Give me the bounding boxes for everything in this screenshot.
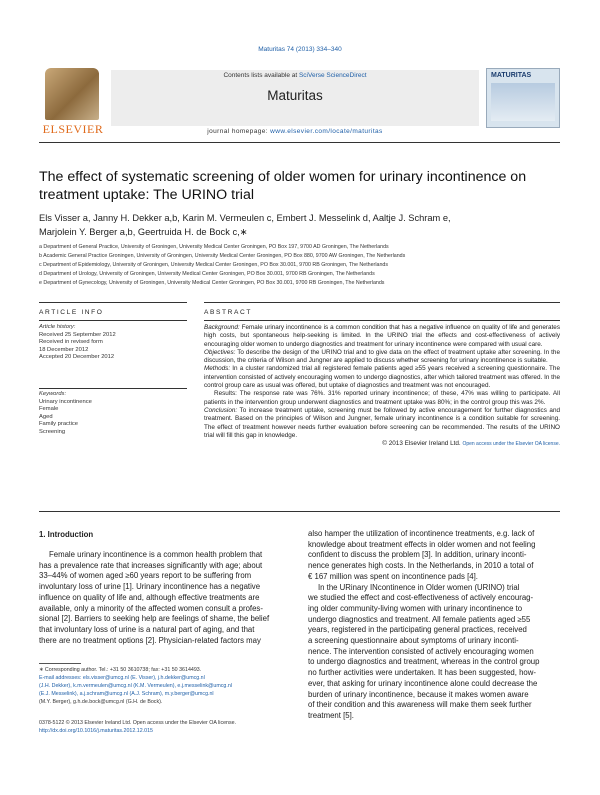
intro-right-column	[308, 529, 560, 722]
article-info-rule	[39, 302, 187, 303]
elsevier-logo	[39, 68, 107, 138]
text-line: Female urinary incontinence is a common health problem that	[49, 550, 263, 559]
journal-reference[interactable]: Maturitas 74 (2013) 334–340	[258, 46, 342, 53]
cover-artwork	[491, 83, 555, 121]
text-line: of their condition and this awareness will make them seek further	[308, 700, 532, 710]
text-line: available, only a minority of the affected women consult a profes-	[39, 603, 263, 613]
section-heading-introduction: 1. Introduction	[39, 530, 94, 539]
footnote-rule	[39, 663, 81, 664]
article-info-heading: ARTICLE INFO	[39, 309, 104, 316]
text-line: that involuntary loss of urine is a natural part of aging, and that	[39, 624, 255, 634]
issn-copyright: 0378-5122 © 2013 Elsevier Ireland Ltd. Open access under the Elsevier OA license.	[39, 720, 237, 726]
abstract-conclusion	[204, 407, 560, 440]
text-line: treatment [5].	[308, 710, 354, 720]
header-rule	[39, 142, 560, 143]
affiliation: c Department of Epidemiology, University of Groningen, University Medical Center Groningen, PO Box 30.001, 9700 RB Groningen, The Netherlands	[39, 262, 388, 268]
sciencedirect-link[interactable]: SciVerse ScienceDirect	[298, 72, 367, 79]
oa-license-link[interactable]: Open access under the Elsevier OA license.	[462, 441, 560, 448]
text-line: nence. The intervention consisted of actively encouraging women	[308, 646, 534, 656]
copyright-text: © 2013 Elsevier Ireland Ltd.	[382, 440, 463, 448]
text-line: undergo diagnostics and treatment. All female patients aged ≥55	[308, 614, 531, 624]
objectives-label: Objectives:	[204, 348, 236, 356]
homepage-link[interactable]: www.elsevier.com/locate/maturitas	[270, 128, 383, 135]
text-line: nence generates high costs. In the Netherlands, in 2010 a total of	[308, 561, 534, 571]
text-line: sional [2]. Barriers to seeking help are feelings of shame, the belief	[39, 614, 270, 624]
keyword: Urinary incontinence	[39, 398, 92, 405]
journal-cover-image	[486, 68, 560, 128]
email-addresses[interactable]: (J.H. Dekker), k.m.vermeulen@umcg.nl (K.M. Vermeulen), e.j.messelink@umcg.nl	[39, 683, 232, 689]
history-label: Article history:	[39, 324, 76, 330]
history-line: Received in revised form	[39, 339, 103, 346]
affiliation: e Department of Gynecology, University of Groningen, University Medical Center Groningen, PO Box 30.001, 9700 RB Groningen, The Netherlands	[39, 280, 385, 286]
article-info-subrule	[39, 320, 187, 321]
text-line: there are no treatment options [2]. Physician-related factors may	[39, 635, 261, 645]
keyword: Screening	[39, 428, 66, 435]
corresponding-author-note: ∗ Corresponding author. Tel.: +31 50 3610738; fax: +31 50 3614493.	[39, 667, 202, 673]
background-label: Background:	[204, 324, 240, 331]
objectives-text: To describe the design of the URINO trial and to give data on the effect of treatment uptake after screening. In the discussion, the criteria of Wilson and Jungner are applied to discuss whether screening for urinary incontinence is suitable.	[204, 348, 560, 365]
abstract-copyright	[204, 440, 560, 448]
keywords-label: Keywords:	[39, 391, 67, 397]
history-line: Accepted 20 December 2012	[39, 354, 115, 361]
text-line: knowledge about treatment effects in older women and not feeling	[308, 539, 536, 549]
keyword: Aged	[39, 413, 53, 420]
text-line: ing older community-living women with urinary incontinence to	[308, 603, 523, 613]
journal-homepage	[111, 128, 479, 135]
text-line: involuntary loss of urine [1]. Urinary incontinence has a negative	[39, 582, 261, 592]
abstract-body	[204, 324, 560, 448]
conclusion-label: Conclusion:	[204, 406, 238, 414]
history-line: 18 December 2012	[39, 346, 89, 353]
text-line: a screening questionnaire about symptoms of urinary inconti-	[308, 636, 519, 646]
text-line: confident to discuss the problem [3]. In addition, urinary inconti-	[308, 550, 527, 560]
conclusion-text: To increase treatment uptake, screening must be followed by active encouragement for further diagnostics and treatment. Based on the principles of Wilson and Jungner, female urinary incontinence is a condition suitable for screening. The effect of treatment however needs further evaluation before screening can be recommended. The results of the URINO trial will fill this gap in knowledge.	[204, 406, 560, 439]
text-line: has a prevalence rate that increases significantly with age; about	[39, 560, 263, 570]
tree-emblem-icon	[45, 68, 99, 120]
text-line: In the URinary INcontinence in Older women (URINO) trial	[318, 582, 520, 592]
article-history	[39, 324, 189, 362]
email-addresses[interactable]: (E.J. Messelink), a.j.schram@umcg.nl (A.J. Schram), m.y.berger@umcg.nl	[39, 691, 214, 697]
keywords-list	[39, 391, 189, 437]
text-line: we studied the effect and cost-effectiveness of actively encourag-	[308, 593, 534, 603]
text-line: no further activities were undertaken. It has been suggested, how-	[308, 668, 536, 678]
keywords-rule	[39, 388, 187, 389]
methods-label: Methods:	[204, 365, 231, 373]
history-line: Received 25 September 2012	[39, 331, 116, 338]
text-line: years, registered in the participating general practices, received	[308, 625, 527, 635]
text-line: burden of urinary incontinence, because it makes women aware	[308, 689, 529, 699]
abstract-methods	[204, 365, 560, 390]
article-title: The effect of systematic screening of older women for urinary incontinence on treatment uptake: The URINO trial	[39, 169, 527, 203]
text-line: ever, that asking for urinary incontinence alone could decrease the	[308, 678, 538, 688]
abstract-rule	[204, 302, 560, 303]
contents-prefix: Contents lists available at	[223, 72, 299, 79]
email-addresses: (M.Y. Berger), g.h.de.bock@umcg.nl (G.H. de Bock).	[39, 699, 163, 705]
abstract-end-rule	[39, 511, 560, 512]
abstract-subrule	[204, 320, 560, 321]
authors-line-2: Marjolein Y. Berger a,b, Geertruida H. de Bock c,∗	[39, 226, 248, 237]
publisher-wordmark: ELSEVIER	[42, 122, 104, 136]
text-line: influence on quality of life and, although effective treatments are	[39, 592, 260, 602]
text-line: to undergo diagnostics and treatment, whereas in the control group	[308, 657, 540, 667]
text-line: 33–44% of women aged ≥60 years report to be suffering from	[39, 571, 252, 581]
affiliation: b Academic General Practice Groningen, University of Groningen, University Medical Center Groningen, PO Box 880, 9700 AW Groningen, The Netherlands	[39, 253, 406, 259]
journal-title: Maturitas	[267, 88, 323, 103]
affiliation: d Department of Urology, University of Groningen, University Medical Center Groningen, PO Box 30.001, 9700 RB Groningen, The Netherlands	[39, 271, 375, 277]
doi-link[interactable]: http://dx.doi.org/10.1016/j.maturitas.2012.12.015	[39, 728, 153, 734]
methods-text: In a cluster randomized trial all registered female patients aged ≥55 years received a screening questionnaire. The intervention consisted of actively encouraging women to undergo diagnostics, after which tailored treatment was offered. In the control group care as usual was offered, but uptake of diagnostics and treatment was not encouraged.	[204, 365, 560, 390]
author-list	[39, 212, 560, 239]
contents-line	[111, 72, 479, 79]
abstract-objectives	[204, 349, 560, 366]
homepage-prefix: journal homepage:	[207, 128, 271, 135]
email-addresses[interactable]: E-mail addresses: els.visser@umcg.nl (E. Visser), j.h.dekker@umcg.nl	[39, 675, 205, 681]
keyword: Female	[39, 406, 59, 413]
background-text: Female urinary incontinence is a common condition that has a negative influence on quality of life and generates high costs, but spontaneous help-seeking is limited. In the URINO trial the effects and cost-effectiveness of actively encouraging older women to undergo diagnostics and treatment for urinary incontinence were compared with usual care.	[204, 324, 560, 348]
intro-left-column	[39, 550, 290, 646]
authors-line-1: Els Visser a, Janny H. Dekker a,b, Karin M. Vermeulen c, Embert J. Messelink d, Aaltje J. Schram e,	[39, 213, 451, 223]
text-line: € 167 million was spent on incontinence pads [4].	[308, 571, 478, 581]
keyword: Family practice	[39, 421, 78, 428]
abstract-results: Results: The response rate was 76%. 31% reported urinary incontinence; of these, 47% was willing to participate. All patients in the intervention group underwent diagnostics and treatment uptake was 80%; in the control group this was 2%.	[204, 390, 560, 406]
text-line: also hamper the utilization of incontinence treatments, e.g. lack of	[308, 529, 535, 538]
abstract-heading: ABSTRACT	[204, 309, 252, 316]
abstract-background	[204, 324, 560, 349]
cover-title: MATURITAS	[491, 72, 532, 79]
affiliation: a Department of General Practice, University of Groningen, University Medical Center Groningen, PO Box 197, 9700 AD Groningen, The Netherlands	[39, 244, 389, 250]
